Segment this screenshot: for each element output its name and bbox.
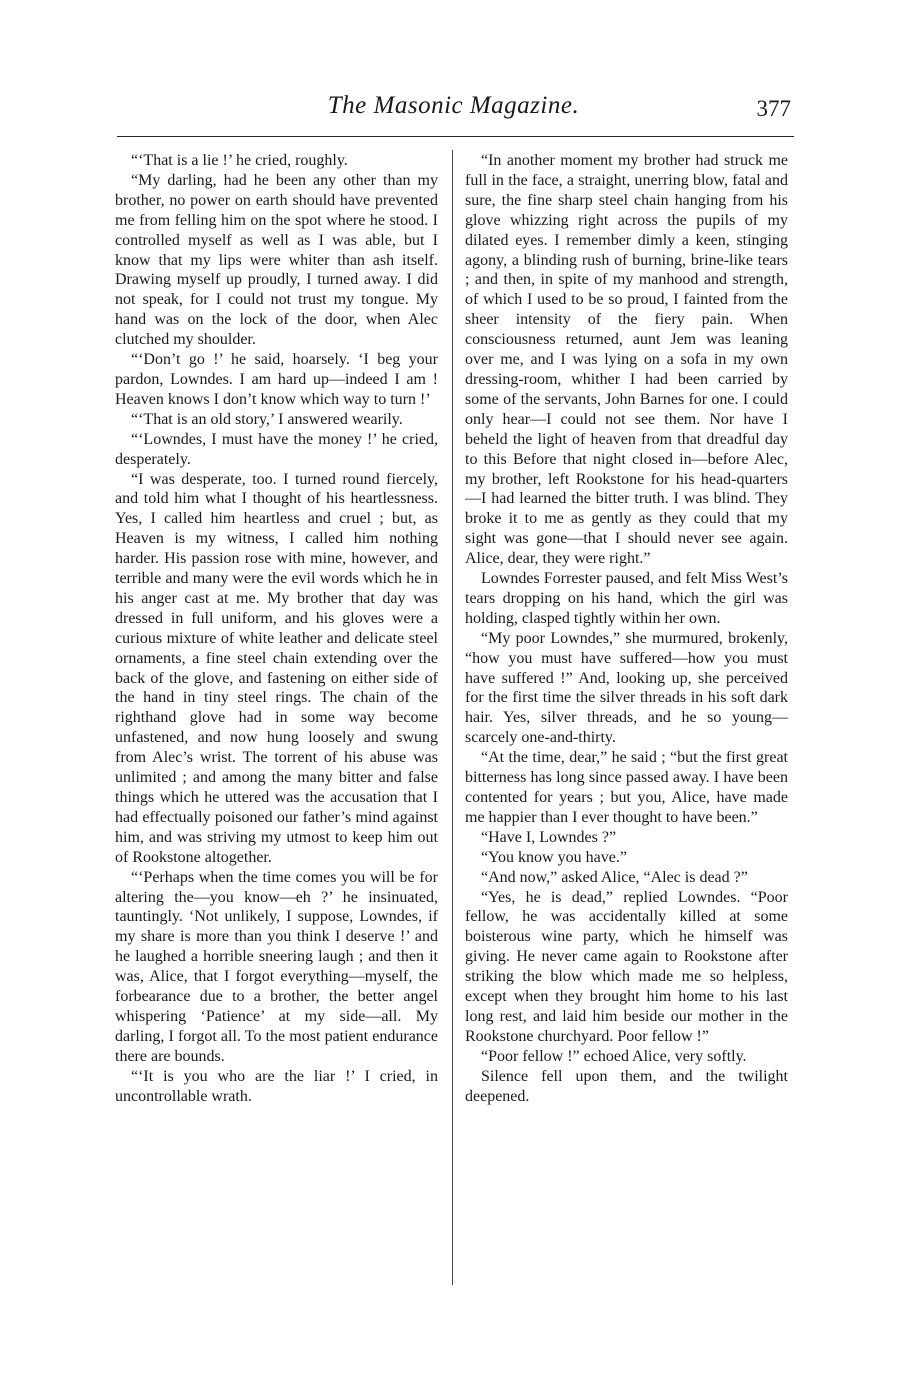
header-rule [117,136,794,137]
paragraph: “My poor Lowndes,” she murmured, brokenly, “how you must have suffered—how you must have suffered !” And, looking up, she perceived for the first time the silver threads in his soft dark hair. Yes, silver threads, and he so young—scarcely one-and-thirty. [465,629,788,747]
paragraph: Lowndes Forrester paused, and felt Miss West’s tears dropping on his hand, which the girl was holding, clasped tightly within her own. [465,570,788,627]
paragraph: “In another moment my brother had struck me full in the face, a straight, unerring blow, fatal and sure, the fine sharp steel chain hanging from his glove whizzing right across the pupils of my dilated eyes. I remember dimly a keen, stinging agony, a blinding rush of burning, brine-like tears ; and then, in spite of my manhood and strength, of which I used to be so proud, I fainted from the sheer intensity of the fiery pain. When consciousness returned, aunt Jem was leaning over me, and I was lying on a sofa in my own dressing-room, whither I had been carried by some of the servants, John Barnes for one. I could only hear—I could not see them. Nor have I beheld the light of heaven from that dreadful day to this Before that night closed in—before Alec, my brother, left Rookstone for his head-quarters—I had learned the bitter truth. I was blind. They broke it to me as gently as they could that my sight was gone—that I should never see again. Alice, dear, they were right.” [465,152,788,568]
page-number: 377 [756,96,791,121]
paragraph: “‘That is an old story,’ I answered wearily. [131,410,403,428]
paragraph: “Yes, he is dead,” replied Lowndes. “Poor fellow, he was accidentally killed at some boisterous wine party, which he himself was giving. He never came again to Rookstone after striking the blow which made me so helpless, except when they brought him home to his last long rest, and laid him beside our mother in the Rookstone churchyard. Poor fellow !” [465,888,788,1045]
paragraph: Silence fell upon them, and the twilight deepened. [465,1067,788,1105]
paragraph: “Have I, Lowndes ?” [481,828,617,846]
paragraph: “‘Perhaps when the time comes you will be for altering the—you know—eh ?’ he insinuated, tauntingly. ‘Not unlikely, I suppose, Lowndes, if my share is more than you think I deserve !’ and he laughed a horrible sneering laugh ; and then it was, Alice, that I forgot everything—myself, the forbearance due to a brother, the better angel whispering ‘Patience’ at my side—all. My darling, I forgot all. To the most patient endurance there are bounds. [115,868,438,1065]
paragraph: “‘Don’t go !’ he said, hoarsely. ‘I beg your pardon, Lowndes. I am hard up—indeed I am ! Heaven knows I don’t know which way to turn !’ [115,351,438,408]
paragraph: “‘It is you who are the liar !’ I cried, in uncontrollable wrath. [115,1067,438,1105]
paragraph: “And now,” asked Alice, “Alec is dead ?” [481,868,748,886]
running-title: The Masonic Magazine. [327,92,580,119]
paragraph: “‘That is a lie !’ he cried, roughly. [131,152,348,169]
paragraph: “You know you have.” [481,848,627,866]
paragraph: “My darling, had he been any other than my brother, no power on earth should have prevented me from felling him on the spot where he stood. I controlled myself as well as I was able, but I know that my lips were whiter than ash itself. Drawing myself up proudly, I turned away. I did not speak, for I could not trust my tongue. My hand was on the lock of the door, when Alec clutched my shoulder. [115,171,438,349]
column-divider [452,150,453,1285]
page-header [0,0,907,140]
right-column [465,151,788,1107]
paragraph: “I was desperate, too. I turned round fiercely, and told him what I thought of his heartlessness. Yes, I called him heartless and cruel ; but, as Heaven is my witness, I called him nothing harder. His passion rose with mine, however, and terrible and many were the evil words which he in his anger cast at me. My brother that day was dressed in full uniform, and his gloves were a curious mixture of white leather and delicate steel ornaments, a fine steel chain extending over the back of the glove, and fastening on either side of the hand in tiny steel rings. The chain of the righthand glove had in some way become unfastened, and now hung loosely and swung from Alec’s wrist. The torrent of his abuse was unlimited ; and among the many bitter and false things which he uttered was the accusation that I had effectually poisoned our father’s mind against him, and was striving my utmost to keep him out of Rookstone altogether. [115,470,438,866]
paragraph: “At the time, dear,” he said ; “but the first great bitterness has long since passed away. I have been contented for years ; but you, Alice, have made me happier than I ever thought to have been.” [465,749,788,826]
left-column [115,151,438,1107]
paragraph: “‘Lowndes, I must have the money !’ he cried, desperately. [115,430,438,468]
paragraph: “Poor fellow !” echoed Alice, very softly. [481,1047,747,1065]
